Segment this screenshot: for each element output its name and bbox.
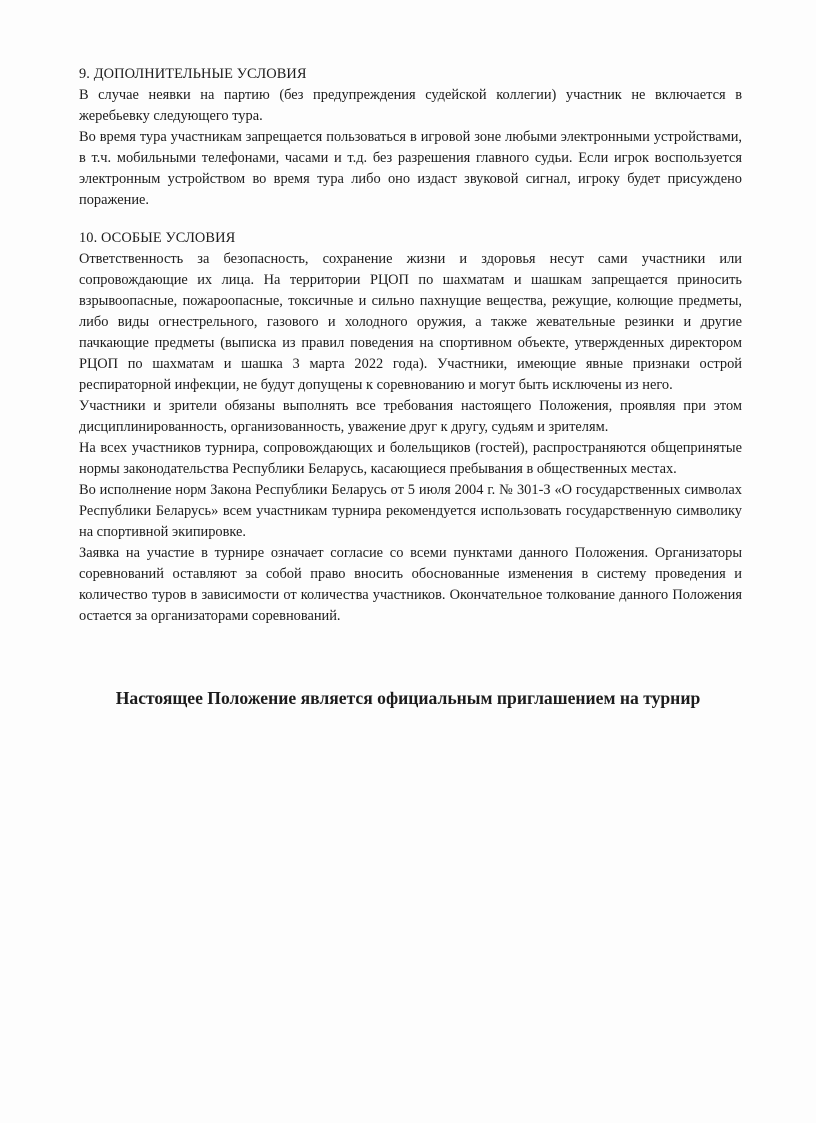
paragraph: Участники и зрители обязаны выполнять все требования настоящего Положения, проявляя при этом дисциплинированность, организованность, уважение друг к другу, судьям и зрителям. <box>79 398 742 435</box>
paragraph: Во исполнение норм Закона Республики Беларусь от 5 июля 2004 г. № 301-З «О государственных символах Республики Беларусь» всем участникам турнира рекомендуется использовать государственную символику на спортивной экипировке. <box>79 482 742 540</box>
invitation-statement: Настоящее Положение является официальным приглашением на турнир <box>115 688 701 708</box>
paragraph: Ответственность за безопасность, сохранение жизни и здоровья несут сами участники или сопровождающие их лица. На территории РЦОП по шахматам и шашкам запрещается приносить взрывоопасные, пожароопасные, токсичные и сильно пахнущие вещества, режущие, колющие предметы, либо виды огнестрельного, газового и холодного оружия, а также жевательные резинки и другие пачкающие предметы (выписка из правил поведения на спортивном объекте, утвержденных директором РЦОП по шахматам и шашка 3 марта 2022 года). Участники, имеющие явные признаки острой респираторной инфекции, не будут допущены к соревнованию и могут быть исключены из него. <box>79 251 742 393</box>
paragraph: Заявка на участие в турнире означает согласие со всеми пунктами данного Положения. Организаторы соревнований оставляют за собой право вносить обоснованные изменения в систему проведения и количество туров в зависимости от количества участников. Окончательное толкование данного Положения остается за организаторами соревнований. <box>79 545 742 624</box>
document-body <box>79 64 742 644</box>
section-heading: 9. ДОПОЛНИТЕЛЬНЫЕ УСЛОВИЯ <box>79 66 307 82</box>
paragraph: Во время тура участникам запрещается пользоваться в игровой зоне любыми электронными устройствами, в т.ч. мобильными телефонами, часами и т.д. без разрешения главного судьи. Если игрок воспользуется электронным устройством во время тура либо оно издаст звуковой сигнал, игроку будет присуждено поражение. <box>79 129 742 208</box>
section-additional-conditions <box>79 64 742 211</box>
paragraph: На всех участников турнира, сопровождающих и болельщиков (гостей), распространяются общепринятые нормы законодательства Республики Беларусь, касающиеся пребывания в общественных местах. <box>79 440 742 477</box>
paragraph: В случае неявки на партию (без предупреждения судейской коллегии) участник не включается в жеребьевку следующего тура. <box>79 87 742 124</box>
section-special-conditions <box>79 228 742 627</box>
section-heading: 10. ОСОБЫЕ УСЛОВИЯ <box>79 230 236 246</box>
